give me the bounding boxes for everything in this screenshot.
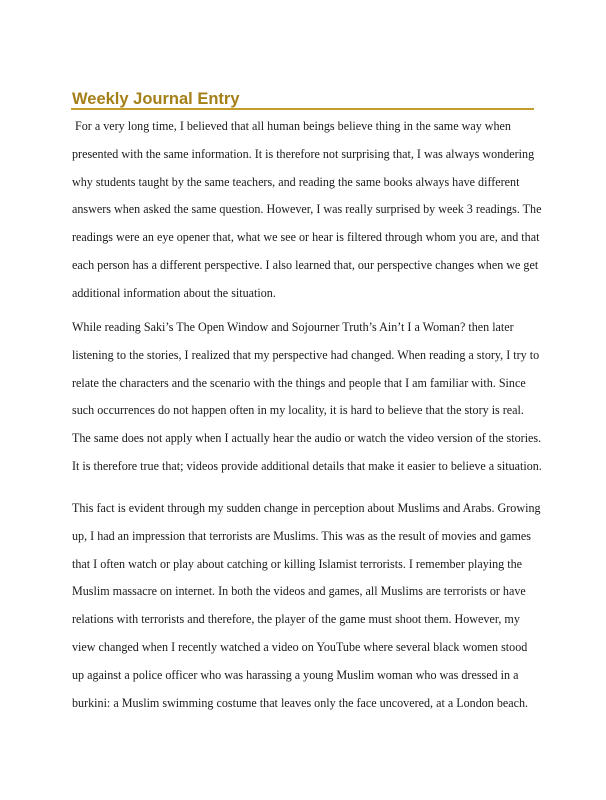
paragraph-line: It is therefore true that; videos provide additional details that make it easier to believe a situation. xyxy=(72,458,542,473)
paragraph-2 xyxy=(72,314,540,481)
paragraph-line: additional information about the situation. xyxy=(72,285,276,300)
paragraph-line: why students taught by the same teachers, and reading the same books always have different xyxy=(72,174,520,189)
paragraph-line: The same does not apply when I actually hear the audio or watch the video version of the stories. xyxy=(72,431,542,446)
paragraph-line: relate the characters and the scenario with the things and people that I am familiar with. Since xyxy=(72,375,526,390)
paragraph-line: relations with terrorists and therefore, the player of the game must shoot them. However, my xyxy=(72,612,520,627)
paragraph-line: each person has a different perspective. I also learned that, our perspective changes when we get xyxy=(72,257,539,272)
paragraph-line: Muslim massacre on internet. In both the videos and games, all Muslims are terrorists or have xyxy=(72,584,526,599)
paragraph-line: listening to the stories, I realized that my perspective had changed. When reading a story, I try to xyxy=(72,347,540,362)
paragraph-line: answers when asked the same question. However, I was really surprised by week 3 readings. The xyxy=(72,202,542,217)
paragraph-line: For a very long time, I believed that all human beings believe thing in the same way when xyxy=(72,119,511,133)
paragraph-line: that I often watch or play about catching or killing Islamist terrorists. I remember playing the xyxy=(72,556,523,571)
paragraph-line: While reading Saki’s The Open Window and Sojourner Truth’s Ain’t I a Woman? then later xyxy=(72,320,514,334)
paragraph-line: up against a police officer who was harassing a young Muslim woman who was dressed in a xyxy=(72,667,519,682)
paragraph-line: such occurrences do not happen often in my locality, it is hard to believe that the story is real. xyxy=(72,403,524,418)
paragraph-line: This fact is evident through my sudden change in perception about Muslims and Arabs. Growing xyxy=(72,501,541,515)
title-underline-divider xyxy=(71,108,534,110)
paragraph-line: presented with the same information. It is therefore not surprising that, I was always wondering xyxy=(72,146,535,161)
paragraph-1 xyxy=(72,113,540,308)
paragraph-line: readings were an eye opener that, what we see or hear is filtered through whom you are, and that xyxy=(72,230,540,245)
page-title: Weekly Journal Entry xyxy=(72,90,240,108)
paragraph-line: view changed when I recently watched a video on YouTube where several black women stood xyxy=(72,639,528,654)
paragraph-line: burkini: a Muslim swimming costume that leaves only the face uncovered, at a London beach. xyxy=(72,695,529,710)
paragraph-3 xyxy=(72,495,540,717)
paragraph-line: up, I had an impression that terrorists are Muslims. This was as the result of movies and games xyxy=(72,528,531,543)
